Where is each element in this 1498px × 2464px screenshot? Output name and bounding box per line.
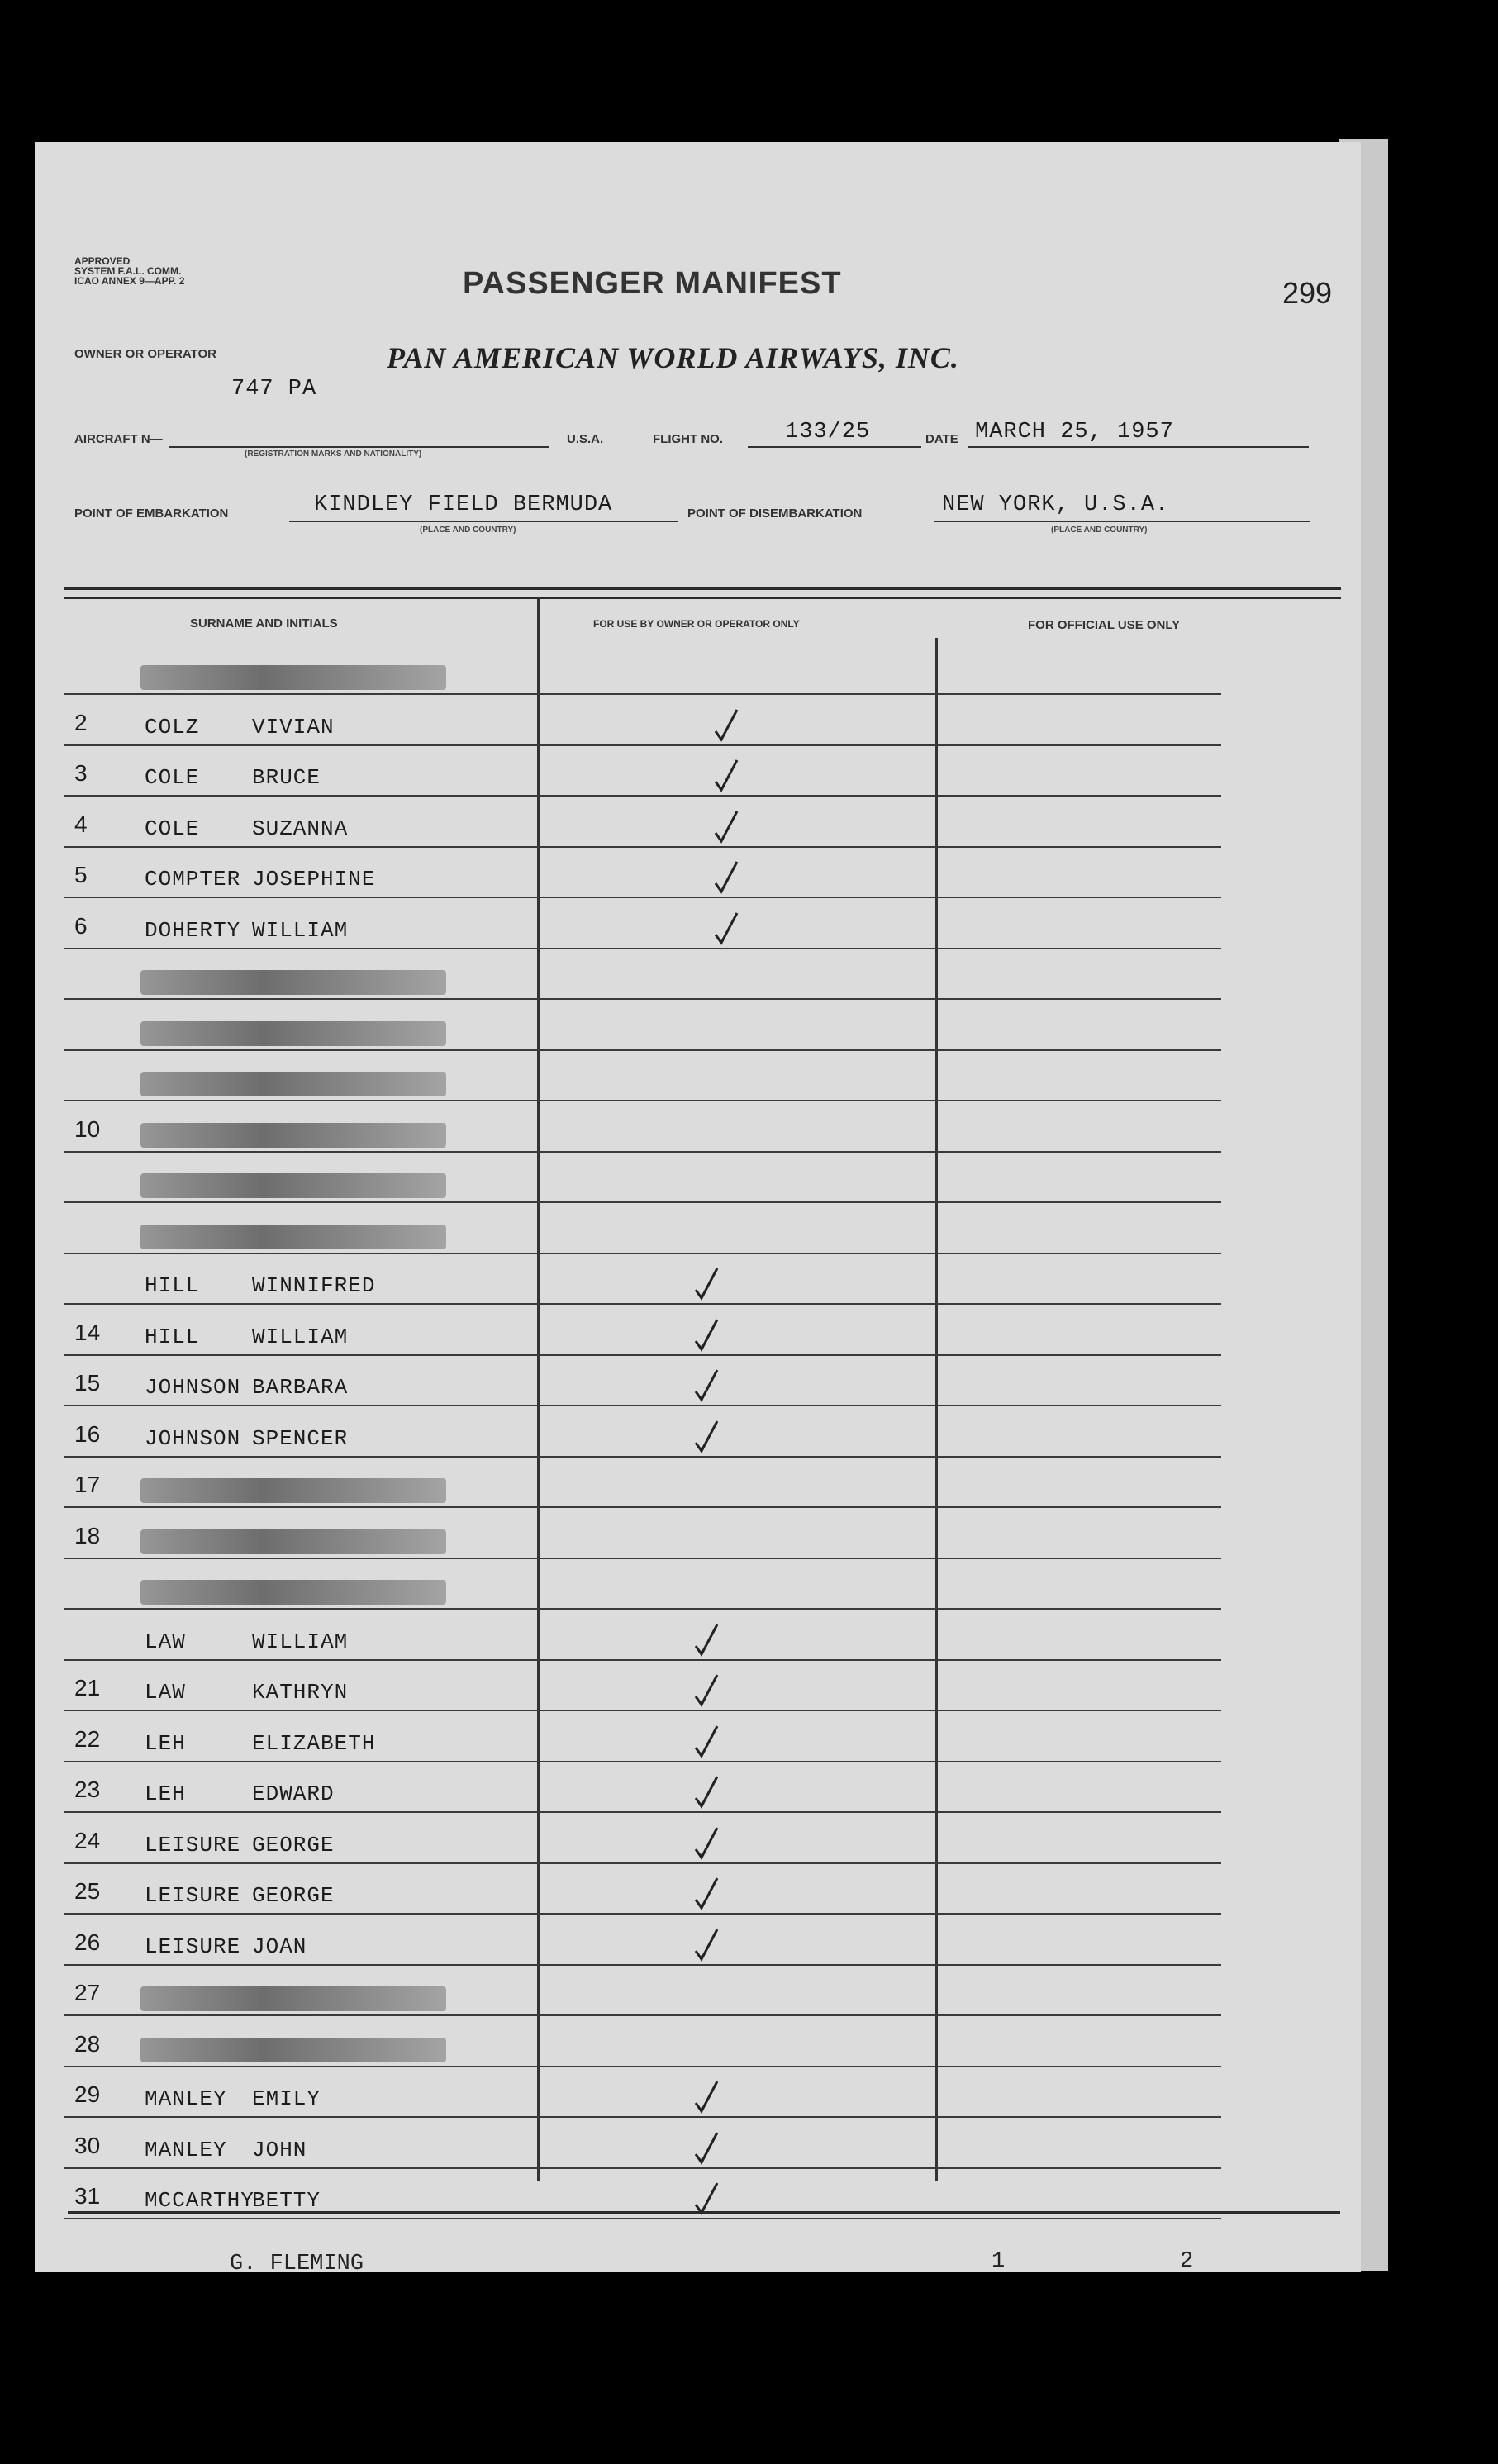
row-rule [64,1761,1221,1762]
redacted-entry [140,970,446,995]
row-rule [64,1964,1221,1966]
row-rule [64,1710,1221,1711]
page-title: PASSENGER MANIFEST [463,266,842,301]
check-mark-icon [694,1824,719,1861]
row-rule [64,1913,1221,1915]
row-number: 30 [74,2132,101,2158]
check-mark-icon [694,1672,719,1708]
given-name: GEORGE [252,1832,335,1858]
given-name: KATHRYN [252,1680,349,1705]
row-rule [64,2218,1221,2219]
row-number: 23 [74,1777,101,1802]
aircraft-value: 747 PA [231,377,317,402]
row-rule [64,795,1221,797]
row-rule [64,1456,1221,1458]
row-rule [64,693,1221,695]
embarkation-underline [289,521,678,522]
approval-line: SYSTEM F.A.L. COMM. [74,265,182,277]
row-rule [64,2116,1221,2118]
column-header-official: FOR OFFICIAL USE ONLY [1028,618,1181,632]
row-number: 28 [74,2030,101,2057]
surname: LEH [145,1730,186,1756]
given-name: WILLIAM [252,1324,349,1349]
row-rule [64,948,1221,949]
redacted-entry [140,1072,446,1096]
given-name: BARBARA [252,1375,349,1400]
redacted-entry [140,665,446,690]
given-name: BETTY [252,2188,321,2213]
owner-label: OWNER OR OPERATOR [74,347,216,361]
redacted-entry [140,2038,446,2062]
flight-value: 133/25 [785,420,871,445]
check-mark-icon [714,808,739,844]
row-rule [64,1049,1221,1051]
table-top-rule [64,587,1341,599]
check-mark-icon [694,1875,719,1911]
surname: COLE [145,816,200,841]
given-name: SPENCER [252,1425,349,1451]
row-rule [64,1811,1221,1813]
row-rule [64,846,1221,848]
redacted-entry [140,1478,446,1503]
column-divider-1 [537,597,540,2181]
given-name: BRUCE [252,765,321,790]
check-mark-icon [714,910,739,946]
redacted-entry [140,1529,446,1554]
surname: HILL [145,1273,200,1298]
redacted-entry [140,1021,446,1046]
approval-line: ICAO ANNEX 9—APP. 2 [74,275,185,287]
footer-count-1: 1 [992,2249,1006,2274]
surname: LEH [145,1781,186,1806]
row-rule [64,1608,1221,1610]
row-number: 31 [74,2183,101,2209]
surname: COLZ [145,714,200,740]
check-mark-icon [694,2078,719,2114]
row-rule [64,1151,1221,1153]
row-number: 26 [74,1929,101,1955]
column-header-operator: FOR USE BY OWNER OR OPERATOR ONLY [593,618,800,630]
row-rule [64,998,1221,1000]
surname: COLE [145,765,200,790]
disembarkation-underline [934,521,1310,522]
given-name: WINNIFRED [252,1273,376,1298]
redacted-entry [140,1225,446,1249]
surname: DOHERTY [145,917,241,943]
given-name: WILLIAM [252,1629,349,1654]
column-divider-2 [935,638,938,2181]
flight-label: FLIGHT NO. [653,432,723,446]
row-rule [64,1100,1221,1101]
surname: LAW [145,1680,186,1705]
check-mark-icon [694,1316,719,1353]
disembarkation-value: NEW YORK, U.S.A. [942,492,1170,517]
row-number: 21 [74,1675,101,1701]
disembarkation-note: (PLACE AND COUNTRY) [1051,526,1148,535]
check-mark-icon [694,1367,719,1403]
check-mark-icon [694,1265,719,1301]
approval-line: APPROVED [74,255,131,267]
row-number: 16 [74,1420,101,1447]
row-rule [64,2066,1221,2067]
signature: G. FLEMING [230,2252,364,2276]
row-rule [64,1405,1221,1406]
surname: COMPTER [145,867,241,892]
row-number: 4 [74,811,88,837]
disembarkation-label: POINT OF DISEMBARKATION [687,507,863,521]
row-rule [64,897,1221,898]
given-name: VIVIAN [252,714,335,740]
row-rule [64,2167,1221,2169]
row-number: 18 [74,1522,101,1548]
row-number: 27 [74,1980,101,2005]
row-number: 17 [74,1472,101,1497]
row-number: 3 [74,760,88,786]
given-name: JOSEPHINE [252,867,376,892]
embarkation-value: KINDLEY FIELD BERMUDA [314,492,613,517]
redacted-entry [140,1580,446,1605]
flight-underline [748,446,921,448]
approval-note [74,256,256,286]
redacted-entry [140,1173,446,1198]
row-rule [64,1506,1221,1508]
row-rule [64,744,1221,746]
aircraft-underline [169,446,549,448]
check-mark-icon [694,1773,719,1810]
row-rule [64,1558,1221,1559]
given-name: JOHN [252,2137,307,2162]
check-mark-icon [694,2129,719,2166]
embarkation-label: POINT OF EMBARKATION [74,507,229,521]
given-name: EMILY [252,2086,321,2111]
check-mark-icon [714,859,739,895]
redacted-entry [140,1123,446,1148]
surname: LEISURE [145,1832,241,1858]
redacted-entry [140,1986,446,2011]
surname: LEISURE [145,1934,241,1959]
date-label: DATE [925,432,958,446]
surname: JOHNSON [145,1375,241,1400]
given-name: WILLIAM [252,917,349,943]
row-rule [64,1354,1221,1356]
row-number: 14 [74,1319,101,1345]
surname: JOHNSON [145,1425,241,1451]
aircraft-label: AIRCRAFT N— [74,432,163,446]
row-rule [64,1253,1221,1254]
check-mark-icon [714,706,739,743]
date-value: MARCH 25, 1957 [975,420,1174,445]
row-number: 24 [74,1827,101,1853]
row-rule [64,2014,1221,2016]
given-name: JOAN [252,1934,307,1959]
surname: LAW [145,1629,186,1654]
registration-note: (REGISTRATION MARKS AND NATIONALITY) [245,450,422,459]
surname: HILL [145,1324,200,1349]
row-number: 22 [74,1725,101,1752]
row-rule [64,1659,1221,1661]
surname: LEISURE [145,1883,241,1908]
row-rule [64,1862,1221,1864]
row-number: 5 [74,862,88,887]
table-bottom-rule [68,2211,1340,2214]
page-number: 299 [1282,276,1333,310]
row-number: 6 [74,912,88,939]
column-header-surname: SURNAME AND INITIALS [190,616,338,630]
row-rule [64,1303,1221,1305]
check-mark-icon [694,1723,719,1759]
surname: MCCARTHY [145,2188,254,2213]
check-mark-icon [694,1926,719,1962]
surname: MANLEY [145,2086,227,2111]
row-number: 29 [74,2081,101,2107]
row-number: 25 [74,1878,101,1904]
check-mark-icon [694,1621,719,1658]
owner-value: PAN AMERICAN WORLD AIRWAYS, INC. [387,341,959,374]
row-number: 2 [74,709,88,735]
check-mark-icon [714,757,739,793]
row-number: 15 [74,1370,101,1396]
given-name: EDWARD [252,1781,335,1806]
usa-label: U.S.A. [567,432,604,446]
surname: MANLEY [145,2137,227,2162]
given-name: ELIZABETH [252,1730,376,1756]
given-name: GEORGE [252,1883,335,1908]
given-name: SUZANNA [252,816,349,841]
embarkation-note: (PLACE AND COUNTRY) [420,526,516,535]
footer-count-2: 2 [1180,2249,1194,2274]
row-number: 10 [74,1115,101,1142]
row-rule [64,1201,1221,1203]
check-mark-icon [694,1418,719,1454]
date-underline [968,446,1309,448]
